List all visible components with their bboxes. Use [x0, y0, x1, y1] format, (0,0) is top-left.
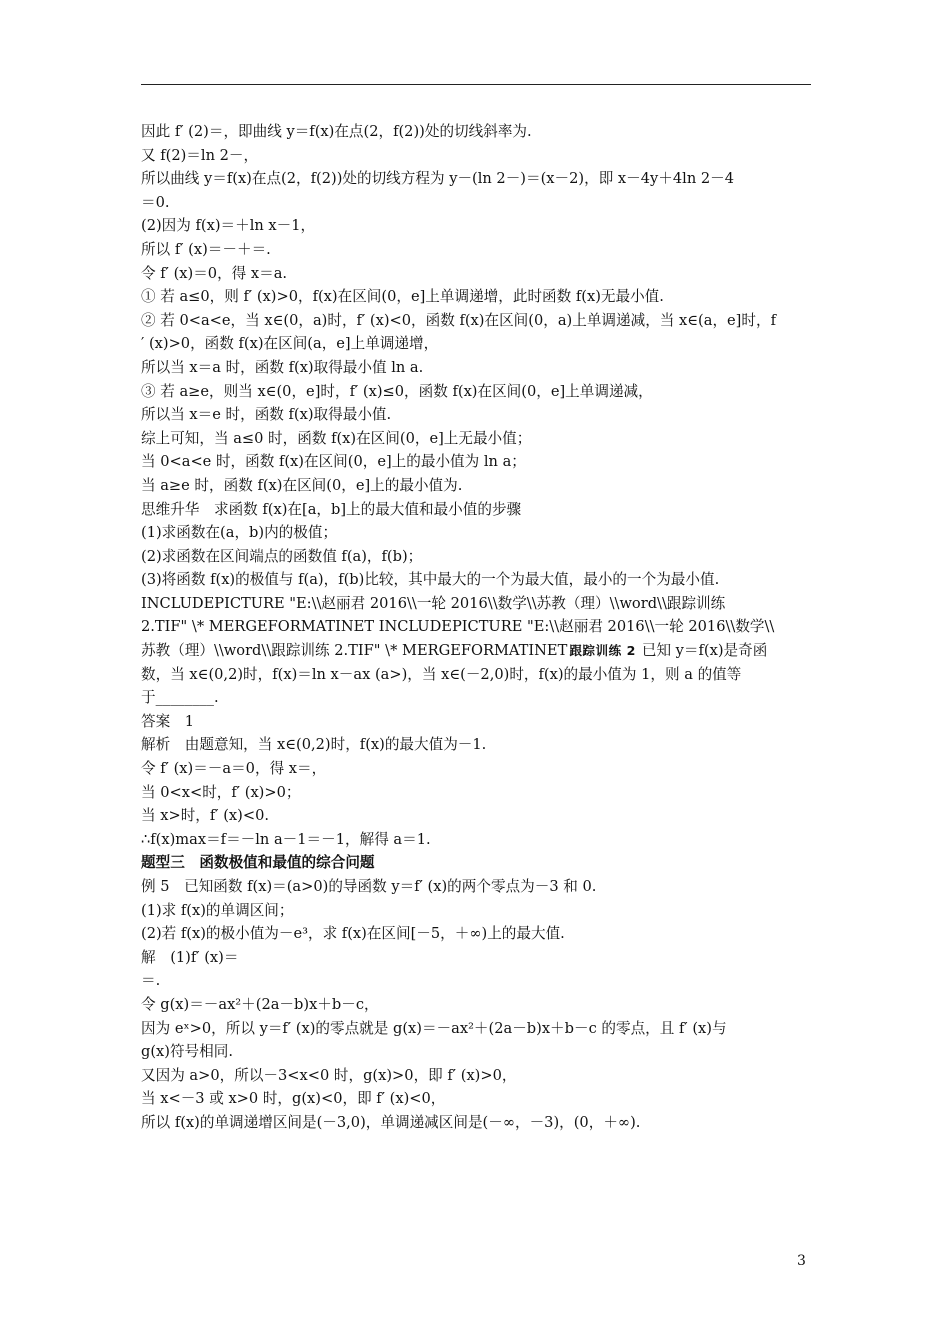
page-number: 3: [797, 1253, 806, 1269]
section-title: 题型三 函数极值和最值的综合问题: [141, 854, 375, 872]
text-line: 2.TIF" \* MERGEFORMATINET INCLUDEPICTURE "E:\\赵丽君 2016\\一轮 2016\\数学\\: [141, 618, 775, 636]
text-line: (2)因为 f(x)＝＋ln x－1，: [141, 217, 316, 235]
text-line: ＝0.: [141, 193, 170, 211]
text-line: (2)求函数在区间端点的函数值 f(a)，f(b)；: [141, 547, 423, 565]
text-line: ＝.: [141, 972, 161, 990]
text-line: ③ 若 a≥e，则当 x∈(0，e]时，f′ (x)≤0，函数 f(x)在区间(0，e]上单调递减，: [141, 382, 653, 400]
text-line: 令 g(x)＝－ax²＋(2a－b)x＋b－c，: [141, 995, 379, 1013]
text-line: (3)将函数 f(x)的极值与 f(a)，f(b)比较，其中最大的一个为最大值，最小的一个为最小值.: [141, 571, 720, 589]
text-line: 当 a≥e 时，函数 f(x)在区间(0，e]上的最小值为.: [141, 476, 463, 494]
tracking-exercise-tag: 跟踪训练 2: [569, 643, 636, 659]
document-body: [141, 120, 813, 1135]
text-line: 解 (1)f′ (x)＝: [141, 948, 239, 966]
text-line: 所以曲线 y＝f(x)在点(2，f(2))处的切线方程为 y－(ln 2－)＝(x－2)，即 x－4y＋4ln 2－4: [141, 170, 735, 188]
header-rule: [141, 84, 811, 85]
text-line: 当 0<x<时，f′ (x)>0；: [141, 783, 301, 801]
text-line: ∴f(x)max＝f＝－ln a－1＝－1，解得 a＝1.: [141, 830, 431, 848]
text-line: 解析 由题意知，当 x∈(0,2)时，f(x)的最大值为－1.: [141, 736, 487, 754]
tracking-exercise-line: [141, 639, 813, 663]
text-line: 当 x>时，f′ (x)<0.: [141, 807, 270, 825]
text-line: 数，当 x∈(0,2)时，f(x)＝ln x－ax (a>)，当 x∈(－2,0)时，f(x)的最小值为 1，则 a 的值等: [141, 665, 742, 683]
text-line: 综上可知，当 a≤0 时，函数 f(x)在区间(0，e]上无最小值；: [141, 429, 532, 447]
text-line: 所以 f(x)的单调递增区间是(－3,0)，单调递减区间是(－∞，－3)，(0，＋∞).: [141, 1113, 641, 1131]
text-line: 令 f′ (x)＝－a＝0，得 x＝，: [141, 760, 327, 778]
text-line: 因为 eˣ>0，所以 y＝f′ (x)的零点就是 g(x)＝－ax²＋(2a－b)x＋b－c 的零点，且 f′ (x)与: [141, 1019, 727, 1037]
text-line: 令 f′ (x)＝0，得 x＝a.: [141, 264, 288, 282]
text-line: (1)求函数在(a，b)内的极值；: [141, 524, 338, 542]
text-line: 又因为 a>0，所以－3<x<0 时，g(x)>0，即 f′ (x)>0，: [141, 1066, 517, 1084]
text-line: 当 0<a<e 时，函数 f(x)在区间(0，e]上的最小值为 ln a；: [141, 453, 526, 471]
answer-line: 答案 1: [141, 712, 195, 730]
text-line: 又 f(2)＝ln 2－，: [141, 146, 259, 164]
text-line: 思维升华 求函数 f(x)在[a，b]上的最大值和最小值的步骤: [141, 500, 522, 518]
exercise-text: 已知 y＝f(x)是奇函: [641, 642, 768, 660]
text-line: (2)若 f(x)的极小值为－e³，求 f(x)在区间[－5，＋∞)上的最大值.: [141, 925, 565, 943]
text-line: 因此 f′ (2)＝，即曲线 y＝f(x)在点(2，f(2))处的切线斜率为.: [141, 123, 532, 140]
text-line: 所以当 x＝e 时，函数 f(x)取得最小值.: [141, 406, 392, 424]
text-line: 于________.: [141, 689, 219, 707]
text-line: 例 5 已知函数 f(x)＝(a>0)的导函数 y＝f′ (x)的两个零点为－3 和 0.: [141, 878, 597, 895]
text-line: g(x)符号相同.: [141, 1043, 233, 1061]
text-line: ① 若 a≤0，则 f′ (x)>0，f(x)在区间(0，e]上单调递增，此时函数 f(x)无最小值.: [141, 288, 664, 306]
text-line: INCLUDEPICTURE "E:\\赵丽君 2016\\一轮 2016\\数学\\苏教（理）\\word\\跟踪训练: [141, 594, 726, 612]
text-line: (1)求 f(x)的单调区间；: [141, 901, 294, 919]
text-line: 当 x<－3 或 x>0 时，g(x)<0，即 f′ (x)<0，: [141, 1090, 446, 1108]
text-line: 所以 f′ (x)＝－＋＝.: [141, 240, 271, 258]
text-line: ② 若 0<a<e，当 x∈(0，a)时，f′ (x)<0，函数 f(x)在区间(0，a)上单调递减，当 x∈(a，e]时，f: [141, 311, 776, 329]
text-line: ′ (x)>0，函数 f(x)在区间(a，e]上单调递增，: [141, 335, 439, 353]
text-line: 所以当 x＝a 时，函数 f(x)取得最小值 ln a.: [141, 358, 424, 376]
field-code-text: 苏教（理）\\word\\跟踪训练 2.TIF" \* MERGEFORMATINET: [141, 642, 568, 660]
